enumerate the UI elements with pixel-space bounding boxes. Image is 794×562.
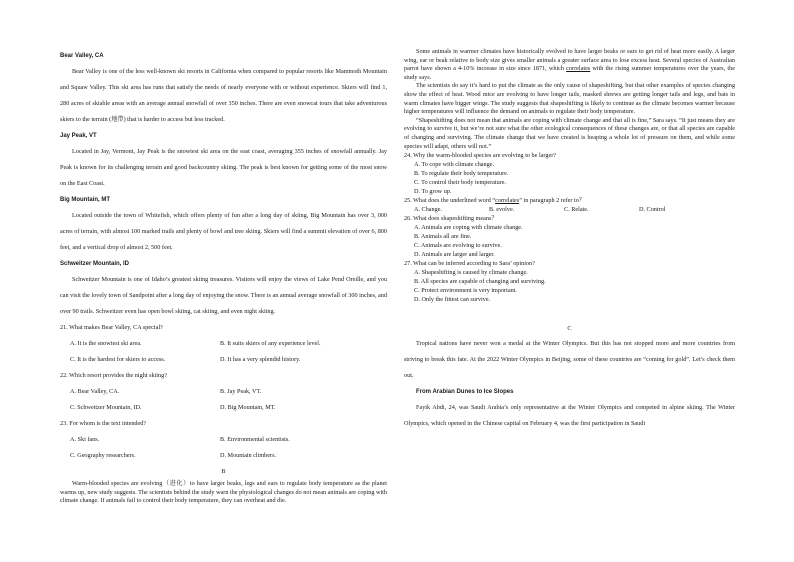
q24-option-a: A. To cope with climate change. <box>414 161 495 169</box>
q21-options-row2 <box>60 352 387 368</box>
q22-options-row1 <box>60 384 387 400</box>
q21-option-a: A. It is the snowiest ski area. <box>70 340 142 347</box>
q27-option-b: B. All species are capable of changing and surviving. <box>414 278 546 286</box>
question-23: 23. For whom is the text intended? <box>60 420 147 427</box>
q25-underlined-word: correlates <box>495 197 520 205</box>
q23-options-row2 <box>60 448 387 464</box>
q22-option-d: D. Big Mountain, MT. <box>220 404 276 411</box>
resort-title-jay-peak: Jay Peak, VT <box>60 133 97 139</box>
question-27: 27. What can be inferred according to Sara’ opinion? <box>404 260 535 268</box>
question-21: 21. What makes Bear Valley, CA special? <box>60 324 163 331</box>
left-column <box>60 48 387 506</box>
b-p2-text-after: with the rising summer temperatures over the years, the study says. <box>404 65 735 81</box>
q27-option-c: C. Protect environment is very important. <box>414 287 517 295</box>
resort-text-bear-valley: Bear Valley is one of the less well-known ski resorts in California when compared to popular resorts like Mammoth Mountain and Squaw Valley. This ski area has runs that satisfy the needs of nearly everyone with or without experience. Skiers will find 1, 280 acres of skiable areas with an average annual snowfall of over 350 inches. There are even snowcat tours that take adventurous skiers to the terrain (地带) that is harder to access but less tracked. <box>60 68 387 123</box>
section-c-paragraph-2: Fayik Abdi, 24, was Saudi Arabia’s only representative at the Winter Olympics and competed in alpine skiing. The Winter Olympics, which opened in the Chinese capital on February 4, was the first participation in Saudi <box>404 404 735 428</box>
q21-options-row1 <box>60 336 387 352</box>
section-b-paragraph-2 <box>404 48 735 82</box>
question-24: 24. Why the warm-blooded species are evolving to be larger? <box>404 152 557 160</box>
q22-option-a: A. Bear Valley, CA. <box>70 388 120 395</box>
q25-option-d: D. Control <box>639 206 666 214</box>
resort-title-big-mountain: Big Mountain, MT <box>60 197 110 203</box>
q25-text-after: ” in paragraph 2 refer to？ <box>519 197 585 205</box>
q22-options-row2 <box>60 400 387 416</box>
spacer <box>404 304 735 322</box>
q23-option-d: D. Mountain climbers. <box>220 452 277 459</box>
question-25 <box>404 196 735 205</box>
q21-option-c: C. It is the hardest for skiers to access. <box>70 356 166 363</box>
q23-option-b: B. Environmental scientists. <box>220 436 290 443</box>
q27-option-d: D. Only the fittest can survive. <box>414 296 491 304</box>
question-26: 26. What does shapeshifting means？ <box>404 215 498 223</box>
resort-title-bear-valley: Bear Valley, CA <box>60 53 104 59</box>
q26-option-b: B. Animals all are fine. <box>414 233 472 241</box>
question-22: 22. Which resort provides the night skiing? <box>60 372 167 379</box>
q26-option-a: A. Animals are coping with climate change. <box>414 224 523 232</box>
q25-options <box>404 205 735 214</box>
resort-text-jay-peak: Located in Jay, Vermont, Jay Peak is the snowiest ski area on the east coast, averaging 355 inches of snowfall annually. Jay Peak is known for its challenging terrain and good backcountry skiing. The peak is best known for getting some of the most snow on the East Coast. <box>60 148 387 187</box>
section-c-subtitle: From Arabian Dunes to Ice Slopes <box>416 389 514 396</box>
q26-option-d: D. Animals are larger and larger. <box>414 251 495 259</box>
q22-option-c: C. Schweitzer Mountain, ID. <box>70 404 142 411</box>
q21-option-d: D. It has a very splendid history. <box>220 356 301 363</box>
q25-option-c: C. Relate. <box>564 206 589 214</box>
q24-option-d: D. To grow up. <box>414 188 452 196</box>
resort-text-big-mountain: Located outside the town of Whitefish, which offers plenty of fun after a long day of skiing, Big Mountain has over 3, 000 acres of terrain, with almost 100 marked trails and plenty of bowl and tree skiing. Skiers will find a summit elevation of over 6, 800 feet, and a vertical drop of almost 2, 500 feet. <box>60 212 387 251</box>
q21-option-b: B. It suits skiers of any experience level. <box>220 340 321 347</box>
q25-text-before: 25. What does the underlined word “ <box>404 197 496 205</box>
b-p2-text-before: Some animals in warmer climates have historically evolved to have larger beaks or ears to get rid of heat more easily. A larger wing, ear or beak relative to body size gives smaller animals a greater surface area to lose excess heat. Several species of Australian parrot have shown a 4-10% increase in size since 1871, which <box>404 48 735 73</box>
resort-title-schweitzer: Schweitzer Mountain, ID <box>60 261 130 267</box>
b-p2-underlined-word: correlates <box>566 65 591 73</box>
section-b-heading: B <box>221 468 226 475</box>
right-column <box>404 48 735 432</box>
q24-option-b: B. To regulate their body temperature. <box>414 170 509 178</box>
section-b-paragraph-4: “Shapeshifting does not mean that animals are coping with climate change and that all is fine,” Sara says. “It just means they are evolving to survive it, but we’re not sure what the other ecological consequences of these changes are, or that all species are capable of changing and surviving. The climate change that we have created is heaping a whole lot of pressure on them, and while some species will adapt, others will not.” <box>404 116 735 150</box>
q25-option-b: B. evolve. <box>489 206 515 214</box>
q24-option-c: C. To control their body temperature. <box>414 179 507 187</box>
section-c-paragraph-1: Tropical nations have never won a medal at the Winter Olympics. But this has not stopped more and more countries from striving to break this fate. At the 2022 Winter Olympics in Beijing, some of these countries are “coming for gold”. Let’s check them out. <box>404 340 735 380</box>
q23-options-row1 <box>60 432 387 448</box>
q23-option-c: C. Geography researchers. <box>70 452 136 459</box>
section-b-paragraph-3: The scientists do say it’s hard to put the climate as the only cause of shapeshifting, but that other examples of species changing show the effect of heat. Wood mice are evolving to have longer tails, masked shrews are getting longer tails and legs, and bats in warm climates have bigger wings. The study suggests that shapeshifting is likely to continue as the climate becomes warmer because higher temperatures will influence the demand on animals to regulate their body temperature. <box>404 82 735 116</box>
q26-option-c: C. Animals are evolving to survive. <box>414 242 502 250</box>
q23-option-a: A. Ski fans. <box>70 436 100 443</box>
section-c <box>404 336 735 432</box>
q25-option-a: A. Change. <box>414 206 443 214</box>
q27-option-a: A. Shapeshifting is caused by climate change. <box>414 269 528 277</box>
resort-text-schweitzer: Schweitzer Mountain is one of Idaho’s greatest skiing treasures. Visitors will enjoy the views of Lake Pend Oreille, and you can visit the lovely town of Sandpoint after a long day of enjoying the snow. There is an annual average snowfall of 300 inches, and over 90 trails. Schweitzer even has open bowl skiing, cat skiing, and even night skiing. <box>60 276 387 315</box>
section-b-paragraph-1: Warm-blooded species are evolving（进化）to have larger beaks, legs and ears to regulate body temperature as the planet warms up, new study suggests. The scientists behind the study warn the physiological changes do not mean animals are coping with climate change. If animals fail to control their body temperature, they can overheat and die. <box>60 480 387 505</box>
q22-option-b: B. Jay Peak, VT. <box>220 388 262 395</box>
section-c-heading: C <box>567 325 572 333</box>
